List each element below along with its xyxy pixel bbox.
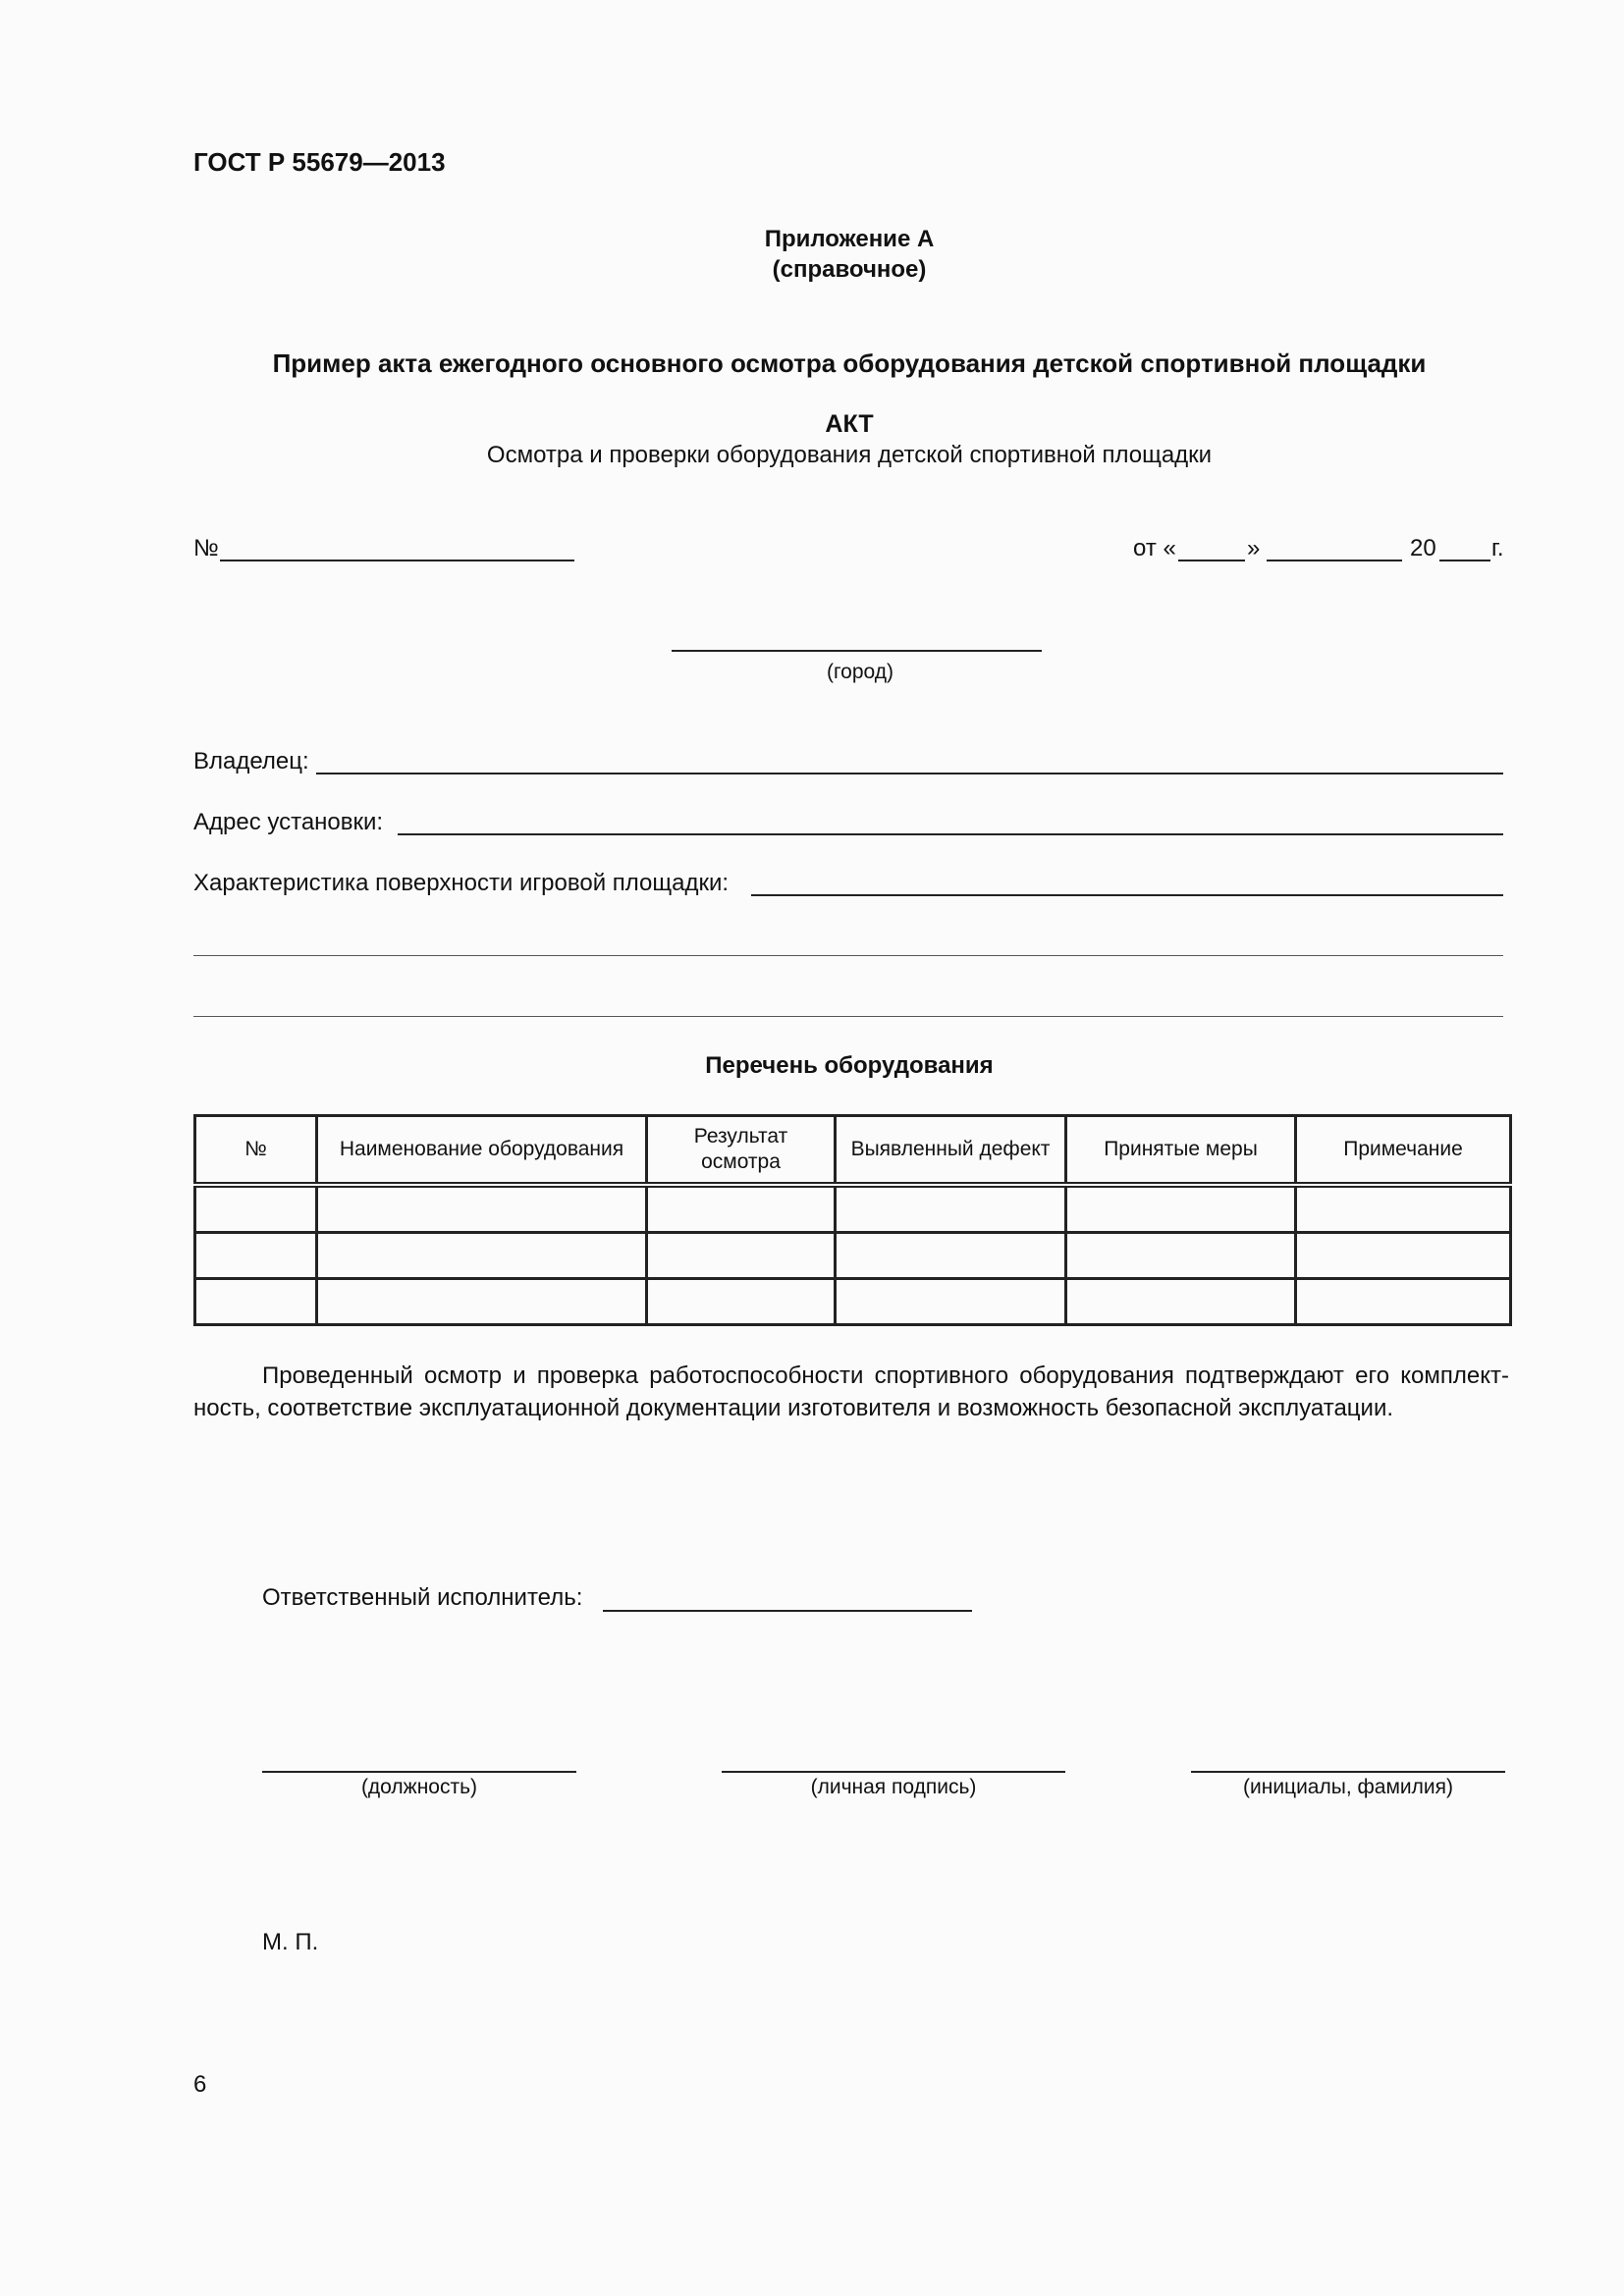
equipment-heading: Перечень оборудования <box>705 1052 994 1079</box>
table-row <box>195 1233 1511 1279</box>
table-cell[interactable] <box>317 1279 647 1325</box>
table-cell[interactable] <box>647 1233 836 1279</box>
column-header-measures: Принятые меры <box>1066 1116 1296 1186</box>
date-quote-close: » <box>1247 535 1261 561</box>
table-cell[interactable] <box>1296 1233 1511 1279</box>
initials-caption: (инициалы, фамилия) <box>1243 1776 1453 1798</box>
position-caption: (должность) <box>360 1776 478 1798</box>
table-cell[interactable] <box>1296 1279 1511 1325</box>
owner-field[interactable] <box>316 773 1503 774</box>
table-cell[interactable] <box>647 1279 836 1325</box>
appendix-title: Приложение А <box>764 226 935 252</box>
column-header-note: Примечание <box>1296 1116 1511 1186</box>
document-code: ГОСТ Р 55679—2013 <box>193 147 446 177</box>
table-cell[interactable] <box>195 1233 317 1279</box>
stamp-place-label: М. П. <box>262 1929 319 1955</box>
main-title: Пример акта ежегодного основного осмотра оборудования детской спортивной площадки <box>272 348 1427 378</box>
table-cell[interactable] <box>1066 1233 1296 1279</box>
column-header-inspection-result: Результат осмотра <box>647 1116 836 1186</box>
address-field[interactable] <box>398 833 1503 835</box>
appendix-note: (справочное) <box>772 256 927 283</box>
act-title: АКТ <box>825 410 874 438</box>
table-row <box>195 1185 1511 1233</box>
table-cell[interactable] <box>195 1279 317 1325</box>
initials-field[interactable] <box>1191 1771 1505 1773</box>
table-cell[interactable] <box>836 1279 1066 1325</box>
surface-label: Характеристика поверхности игровой площадки: <box>193 870 730 896</box>
column-header-number: № <box>195 1116 317 1186</box>
act-subtitle: Осмотра и проверки оборудования детской спортивной площадки <box>486 442 1213 468</box>
surface-field-line-3[interactable] <box>193 1016 1503 1017</box>
equipment-table <box>193 1114 1512 1326</box>
position-field[interactable] <box>262 1771 576 1773</box>
date-year-suffix: г. <box>1491 535 1504 561</box>
table-cell[interactable] <box>1296 1185 1511 1233</box>
surface-field[interactable] <box>751 894 1503 896</box>
table-cell[interactable] <box>195 1185 317 1233</box>
table-cell[interactable] <box>647 1185 836 1233</box>
table-cell[interactable] <box>836 1185 1066 1233</box>
column-header-defect: Выявленный дефект <box>836 1116 1066 1186</box>
date-month-field[interactable] <box>1267 560 1402 561</box>
table-cell[interactable] <box>317 1233 647 1279</box>
table-cell[interactable] <box>1066 1279 1296 1325</box>
date-year-field[interactable] <box>1439 560 1490 561</box>
table-header-row <box>195 1116 1511 1186</box>
table-cell[interactable] <box>317 1185 647 1233</box>
act-number-label: № <box>193 535 219 561</box>
column-header-equipment-name: Наименование оборудования <box>317 1116 647 1186</box>
owner-label: Владелец: <box>193 748 309 774</box>
signature-field[interactable] <box>722 1771 1065 1773</box>
date-year-prefix: 20 <box>1410 535 1436 561</box>
city-field[interactable] <box>672 650 1042 652</box>
table-cell[interactable] <box>1066 1185 1296 1233</box>
conclusion-paragraph: Проведенный осмотр и проверка работоспособности спортивного оборудования подтверждают его комплект- ность, соответствие эксплуатационной документации изготовителя и возможность безопасной эксплуатации. <box>193 1362 1509 1421</box>
executor-field[interactable] <box>603 1610 972 1612</box>
signature-caption: (личная подпись) <box>810 1776 977 1798</box>
table-cell[interactable] <box>836 1233 1066 1279</box>
act-number-field[interactable] <box>220 560 574 561</box>
executor-label: Ответственный исполнитель: <box>262 1584 583 1611</box>
page-number: 6 <box>193 2071 207 2098</box>
surface-field-line-2[interactable] <box>193 955 1503 956</box>
date-from-label: от « <box>1133 535 1176 561</box>
city-caption: (город) <box>826 661 893 683</box>
date-day-field[interactable] <box>1178 560 1245 561</box>
table-row <box>195 1279 1511 1325</box>
address-label: Адрес установки: <box>193 809 384 835</box>
